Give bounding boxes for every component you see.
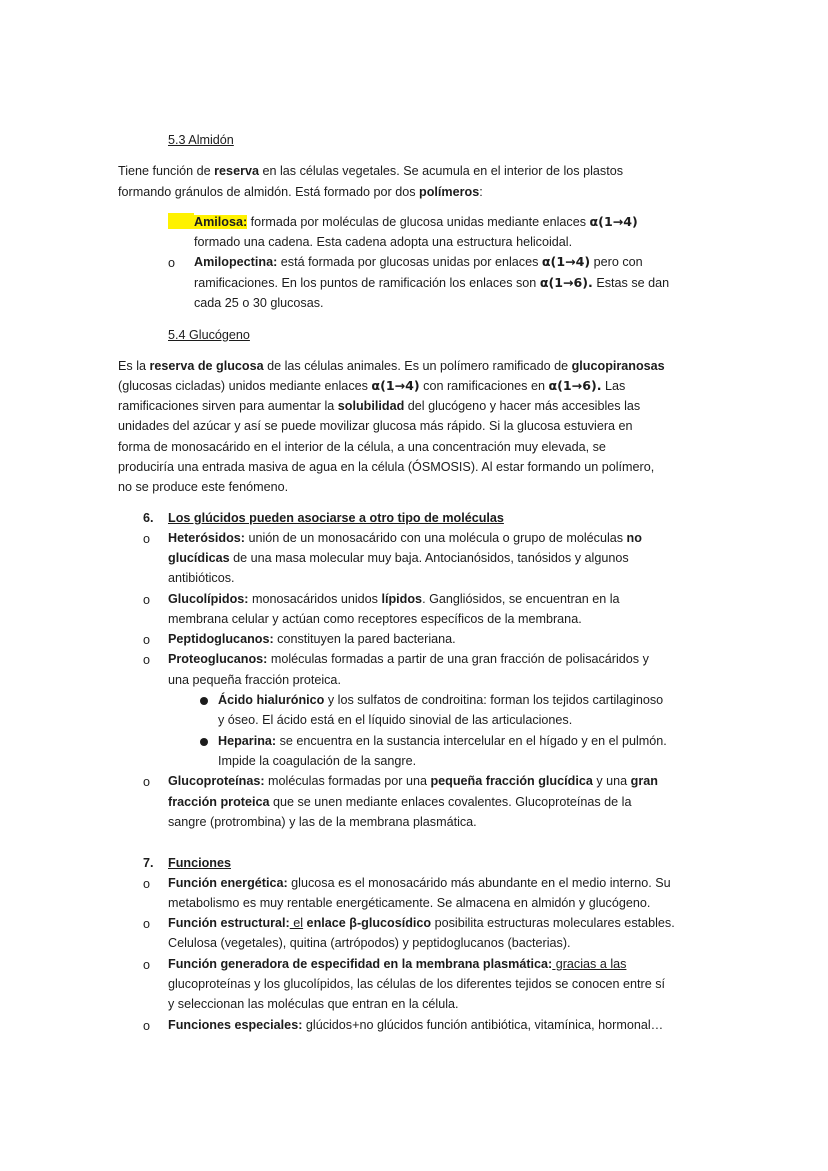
circle-bullet-icon: o	[143, 653, 151, 667]
circle-bullet-icon: o	[143, 1019, 151, 1033]
paragraph-line: no se produce este fenómeno.	[118, 480, 289, 494]
sub-item-line: Impide la coagulación de la sangre.	[218, 754, 417, 768]
sub-item-acido-hialuronico: Ácido hialurónico y los sulfatos de condroitina: forman los tejidos cartilaginoso	[218, 693, 664, 707]
list-item-line: glucoproteínas y los glucolípidos, las células de los diferentes tejidos se conocen entre sí	[168, 977, 666, 991]
list-item-line: y seleccionan las moléculas que entran en la célula.	[168, 997, 459, 1011]
section-heading-glucogeno: 5.4 Glucógeno	[168, 328, 250, 342]
section-number: 6.	[143, 511, 154, 525]
paragraph-line: Tiene función de reserva en las células vegetales. Se acumula en el interior de los plastos	[118, 164, 624, 178]
circle-bullet-icon: o	[143, 593, 151, 607]
list-item-amilopectina: Amilopectina: está formada por glucosas unidas por enlaces α(1→4) pero con	[194, 254, 643, 269]
list-item-heterosidos: Heterósidos: unión de un monosacárido con una molécula o grupo de moléculas no	[168, 531, 642, 545]
list-item-funciones-especiales: Funciones especiales: glúcidos+no glúcidos función antibiótica, vitamínica, hormonal…	[168, 1018, 664, 1032]
circle-bullet-icon: o	[168, 256, 176, 270]
list-item-line: Celulosa (vegetales), quitina (artrópodos) y peptidoglucanos (bacterias).	[168, 936, 571, 950]
list-item-line: cada 25 o 30 glucosas.	[194, 296, 324, 310]
list-item-funcion-energetica: Función energética: glucosa es el monosacárido más abundante en el medio interno. Su	[168, 876, 671, 890]
list-item-line: glucídicas de una masa molecular muy baja. Antocianósidos, tanósidos y algunos	[168, 551, 629, 565]
paragraph-line: formando gránulos de almidón. Está formado por dos polímeros:	[118, 185, 483, 199]
list-item-line: ramificaciones. En los puntos de ramificación los enlaces son α(1→6). Estas se dan	[194, 275, 670, 290]
circle-bullet-icon: o	[143, 532, 151, 546]
paragraph-line: ramificaciones sirven para aumentar la solubilidad del glucógeno y hacer más accesibles las	[118, 399, 641, 413]
paragraph-line: unidades del azúcar y así se puede movilizar glucosa más rápido. Si la glucosa estuviera en	[118, 419, 633, 433]
circle-bullet-icon: o	[143, 958, 151, 972]
circle-bullet-icon: o	[143, 633, 151, 647]
list-item-funcion-generadora: Función generadora de especifidad en la membrana plasmática: gracias a las	[168, 957, 627, 971]
list-item-line: una pequeña fracción proteica.	[168, 673, 341, 687]
paragraph-line: produciría una entrada masiva de agua en la célula (ÓSMOSIS). Al estar formando un polímero,	[118, 460, 655, 474]
section-heading-almidon: 5.3 Almidón	[168, 133, 234, 147]
sub-item-heparina: Heparina: se encuentra en la sustancia intercelular en el hígado y en el pulmón.	[218, 734, 667, 748]
list-item-glucoproteinas: Glucoproteínas: moléculas formadas por una pequeña fracción glucídica y una gran	[168, 774, 658, 788]
paragraph-line: forma de monosacárido en el interior de la célula, a una concentración muy elevada, se	[118, 440, 606, 454]
circle-bullet-icon: o	[143, 917, 151, 931]
circle-bullet-icon: o	[143, 775, 151, 789]
list-item-line: metabolismo es muy rentable energéticamente. Se almacena en almidón y glucógeno.	[168, 896, 651, 910]
list-item-peptidoglucanos: Peptidoglucanos: constituyen la pared bacteriana.	[168, 632, 456, 646]
circle-bullet-icon: o	[143, 877, 151, 891]
list-item-line: sangre (protrombina) y las de la membrana plasmática.	[168, 815, 477, 829]
list-item-funcion-estructural: Función estructural: el enlace β-glucosídico posibilita estructuras moleculares estables.	[168, 916, 675, 930]
list-item-amilosa: Amilosa: formada por moléculas de glucosa unidas mediante enlaces α(1→4)	[168, 212, 638, 232]
section-heading-funciones: Funciones	[168, 856, 231, 870]
paragraph-line: (glucosas cicladas) unidos mediante enlaces α(1→4) con ramificaciones en α(1→6). Las	[118, 378, 626, 393]
sub-item-line: y óseo. El ácido está en el líquido sinovial de las articulaciones.	[218, 713, 573, 727]
list-item-line: antibióticos.	[168, 571, 235, 585]
highlight-mark	[168, 213, 194, 229]
disc-bullet-icon	[200, 697, 208, 705]
list-item-proteoglucanos: Proteoglucanos: moléculas formadas a partir de una gran fracción de polisacáridos y	[168, 652, 649, 666]
paragraph-line: Es la reserva de glucosa de las células animales. Es un polímero ramificado de glucopiranosas	[118, 359, 665, 373]
list-item-line: membrana celular y actúan como receptores específicos de la membrana.	[168, 612, 582, 626]
section-heading-asociacion: Los glúcidos pueden asociarse a otro tipo de moléculas	[168, 511, 504, 525]
list-item-glucolipidos: Glucolípidos: monosacáridos unidos lípidos. Gangliósidos, se encuentran en la	[168, 592, 620, 606]
list-item-line: formado una cadena. Esta cadena adopta una estructura helicoidal.	[194, 235, 573, 249]
list-item-line: fracción proteica que se unen mediante enlaces covalentes. Glucoproteínas de la	[168, 795, 632, 809]
section-number: 7.	[143, 856, 154, 870]
disc-bullet-icon	[200, 738, 208, 746]
